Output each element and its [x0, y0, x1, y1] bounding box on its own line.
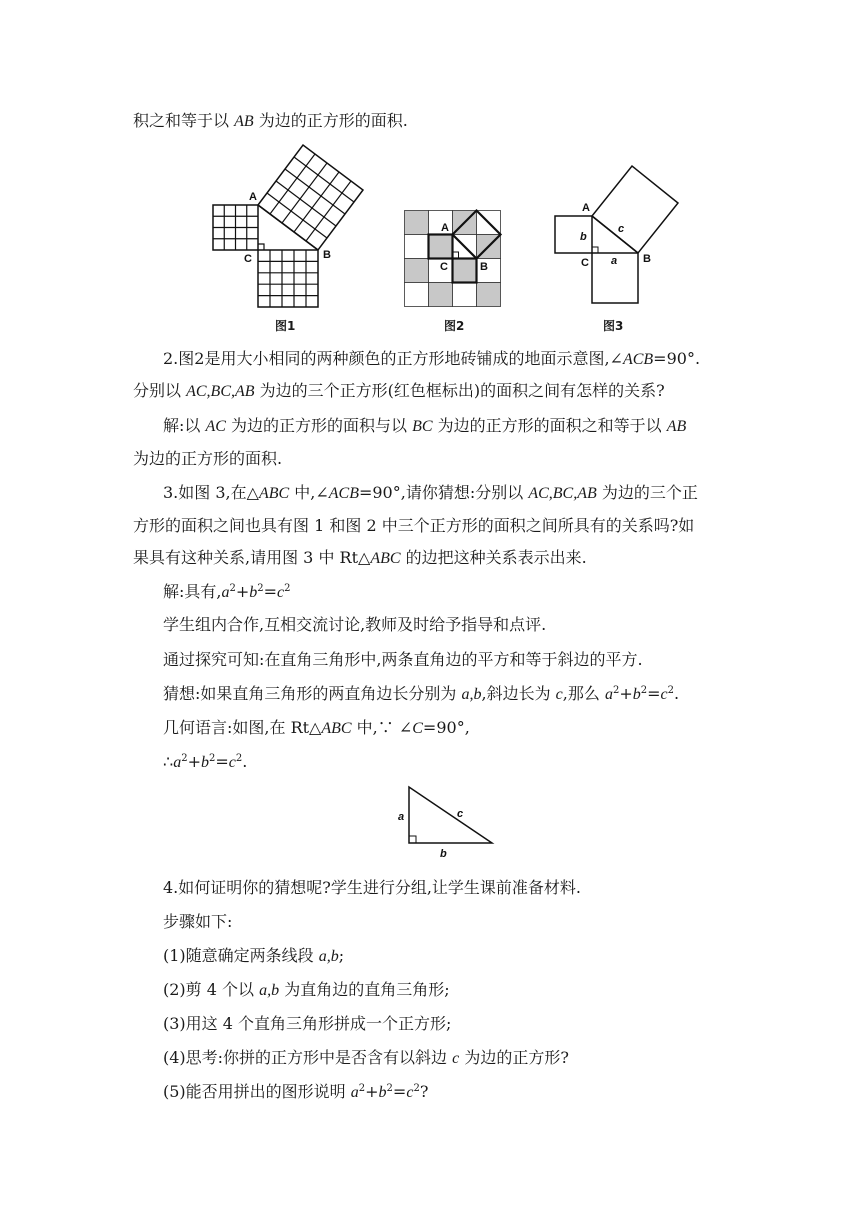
text-line: 猜想:如果直角三角形的两直角边长分别为 a,b,斜边长为 c,那么 $a^2+b^2=c^2$.: [163, 684, 680, 703]
text-line: 积之和等于以 AB 为边的正方形的面积.: [133, 111, 408, 130]
label-C: C: [244, 253, 252, 265]
text-line: 解:具有$,a^2+b^2=c^2$: [163, 582, 291, 601]
label-A: A: [441, 222, 449, 234]
text-line: 解:以 AC 为边的正方形的面积与以 BC 为边的正方形的面积之和等于以 AB: [163, 416, 687, 435]
text-line: 学生组内合作,互相交流讨论,教师及时给予指导和点评.: [163, 615, 547, 634]
label-b: b: [580, 231, 587, 243]
label-A: A: [249, 191, 257, 203]
text-line: 方形的面积之间也具有图 1 和图 2 中三个正方形的面积之间所具有的关系吗?如: [133, 516, 695, 535]
label-b: b: [440, 848, 447, 860]
figure-1-caption: 图1: [275, 319, 296, 333]
text-line: (3)用这 4 个直角三角形拼成一个正方形;: [163, 1014, 452, 1033]
label-B: B: [480, 261, 488, 273]
label-c: c: [618, 223, 625, 235]
text-line: 分别以 AC,BC,AB 为边的三个正方形(红色框标出)的面积之间有怎样的关系?: [133, 381, 665, 400]
label-A: A: [582, 202, 590, 214]
label-B: B: [643, 253, 651, 265]
figure-2-caption: 图2: [444, 319, 465, 333]
text-line: 3.如图 3,在△ABC 中,∠ACB=90°,请你猜想:分别以 AC,BC,AB 为边的三个正: [163, 483, 698, 502]
text-line: 步骤如下:: [163, 912, 233, 931]
text-line: (4)思考:你拼的正方形中是否含有以斜边 c 为边的正方形?: [163, 1048, 569, 1067]
label-a: a: [611, 255, 618, 267]
text-line: 为边的正方形的面积.: [133, 449, 283, 468]
text-line: (1)随意确定两条线段 a,b;: [163, 946, 345, 965]
label-a: a: [398, 811, 405, 823]
label-c: c: [457, 808, 464, 820]
text-line: 2.图2是用大小相同的两种颜色的正方形地砖铺成的地面示意图,∠ACB=90°.: [163, 349, 701, 368]
label-B: B: [323, 249, 331, 261]
text-line: (2)剪 4 个以 a,b 为直角边的直角三角形;: [163, 980, 450, 999]
text-line: 几何语言:如图,在 Rt△ABC 中,∵ ∠C=90°,: [163, 718, 470, 737]
label-C: C: [581, 257, 589, 269]
text-line: 4.如何证明你的猜想呢?学生进行分组,让学生课前准备材料.: [163, 878, 582, 897]
text-line: 果具有这种关系,请用图 3 中 Rt△ABC 的边把这种关系表示出来.: [133, 548, 587, 567]
label-C: C: [440, 261, 448, 273]
text-line: $\therefore a^2+b^2=c^2$.: [163, 752, 248, 771]
text-line: 通过探究可知:在直角三角形中,两条直角边的平方和等于斜边的平方.: [163, 650, 643, 669]
text-line: (5)能否用拼出的图形说明 $a^2+b^2=c^2$?: [163, 1082, 429, 1101]
figure-3-caption: 图3: [603, 319, 624, 333]
